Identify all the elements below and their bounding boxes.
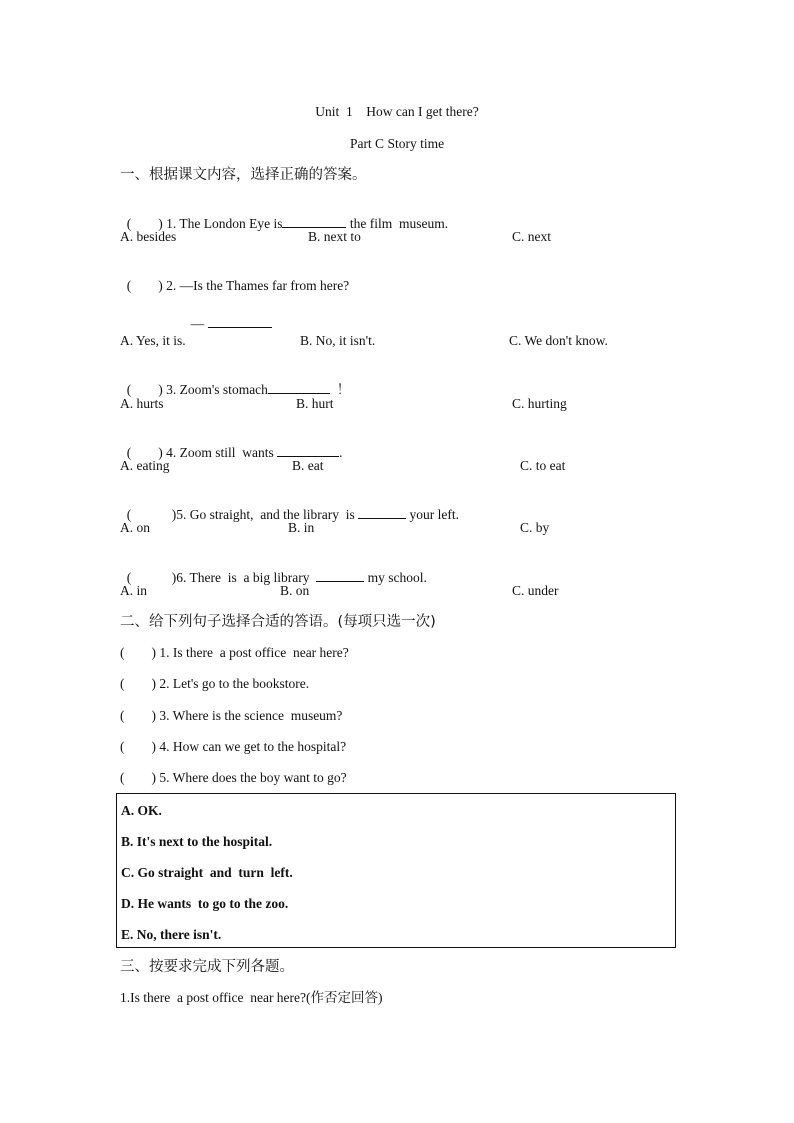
answer-option-a: A. OK.: [121, 803, 162, 818]
question-2-3[interactable]: ( ) 3. Where is the science museum?: [120, 708, 343, 723]
option[interactable]: B. next to: [308, 229, 361, 244]
section-3-heading: 三、按要求完成下列各题。: [120, 959, 294, 975]
section-2-heading: 二、给下列句子选择合适的答语。(每项只选一次): [120, 614, 436, 630]
question-text: my school.: [364, 570, 427, 585]
option[interactable]: C. by: [520, 520, 550, 535]
answer-paren[interactable]: ( ): [126, 445, 163, 460]
page-subtitle: Part C Story time: [349, 136, 445, 151]
answer-option-c: C. Go straight and turn left.: [121, 865, 293, 880]
answer-paren[interactable]: ( ): [126, 382, 163, 397]
option[interactable]: B. on: [280, 583, 310, 598]
option[interactable]: B. No, it isn't.: [300, 333, 376, 348]
option[interactable]: A. eating: [120, 458, 170, 473]
question-2-5[interactable]: ( ) 5. Where does the boy want to go?: [120, 770, 347, 785]
option[interactable]: C. under: [512, 583, 559, 598]
option[interactable]: A. in: [120, 583, 147, 598]
reply-line: [184, 297, 272, 333]
option[interactable]: B. in: [288, 520, 315, 535]
answer-option-b: B. It's next to the hospital.: [121, 834, 273, 849]
blank[interactable]: [208, 315, 272, 328]
question-text: the film museum.: [346, 216, 449, 231]
answer-paren[interactable]: ( ): [126, 570, 177, 585]
option[interactable]: B. hurt: [296, 396, 334, 411]
option[interactable]: C. to eat: [520, 458, 566, 473]
blank[interactable]: [282, 215, 346, 228]
question-text: 6. There is a big library: [176, 570, 317, 585]
answer-box: [116, 793, 676, 948]
question-2-4[interactable]: ( ) 4. How can we get to the hospital?: [120, 739, 347, 754]
question-text: 2. —Is the Thames far from here?: [162, 278, 350, 293]
option[interactable]: C. We don't know.: [509, 333, 608, 348]
question-text: your left.: [406, 507, 459, 522]
question-1-3: [120, 363, 350, 399]
option[interactable]: A. besides: [120, 229, 177, 244]
question-text: 4. Zoom still wants: [162, 445, 278, 460]
blank[interactable]: [277, 444, 339, 457]
blank[interactable]: [268, 381, 330, 394]
blank[interactable]: [358, 506, 406, 519]
question-text: 3. Zoom's stomach: [162, 382, 268, 397]
answer-option-e: E. No, there isn't.: [121, 927, 222, 942]
question-text: .: [339, 445, 343, 460]
blank[interactable]: [316, 569, 364, 582]
section-1-heading: 一、根据课文内容，选择正确的答案。: [120, 167, 367, 183]
question-1-6: [120, 551, 427, 587]
option[interactable]: C. hurting: [512, 396, 567, 411]
answer-paren[interactable]: ( ): [126, 278, 163, 293]
question-2-2[interactable]: ( ) 2. Let's go to the bookstore.: [120, 676, 310, 691]
reply-dash: —: [190, 316, 205, 331]
question-3-1: 1.Is there a post office near here?(作否定回答): [120, 990, 383, 1005]
question-1-2: [120, 259, 349, 295]
answer-paren[interactable]: ( ): [126, 216, 163, 231]
question-text: ！: [329, 382, 351, 397]
question-2-1[interactable]: ( ) 1. Is there a post office near here?: [120, 645, 349, 660]
answer-paren[interactable]: ( ): [126, 507, 177, 522]
option[interactable]: A. on: [120, 520, 150, 535]
option[interactable]: B. eat: [292, 458, 324, 473]
answer-option-d: D. He wants to go to the zoo.: [121, 896, 289, 911]
page-title: Unit 1 How can I get there?: [315, 104, 479, 119]
option[interactable]: C. next: [512, 229, 551, 244]
option[interactable]: A. Yes, it is.: [120, 333, 186, 348]
question-text: 1. The London Eye is: [162, 216, 283, 231]
option[interactable]: A. hurts: [120, 396, 164, 411]
question-text: 5. Go straight, and the library is: [176, 507, 359, 522]
